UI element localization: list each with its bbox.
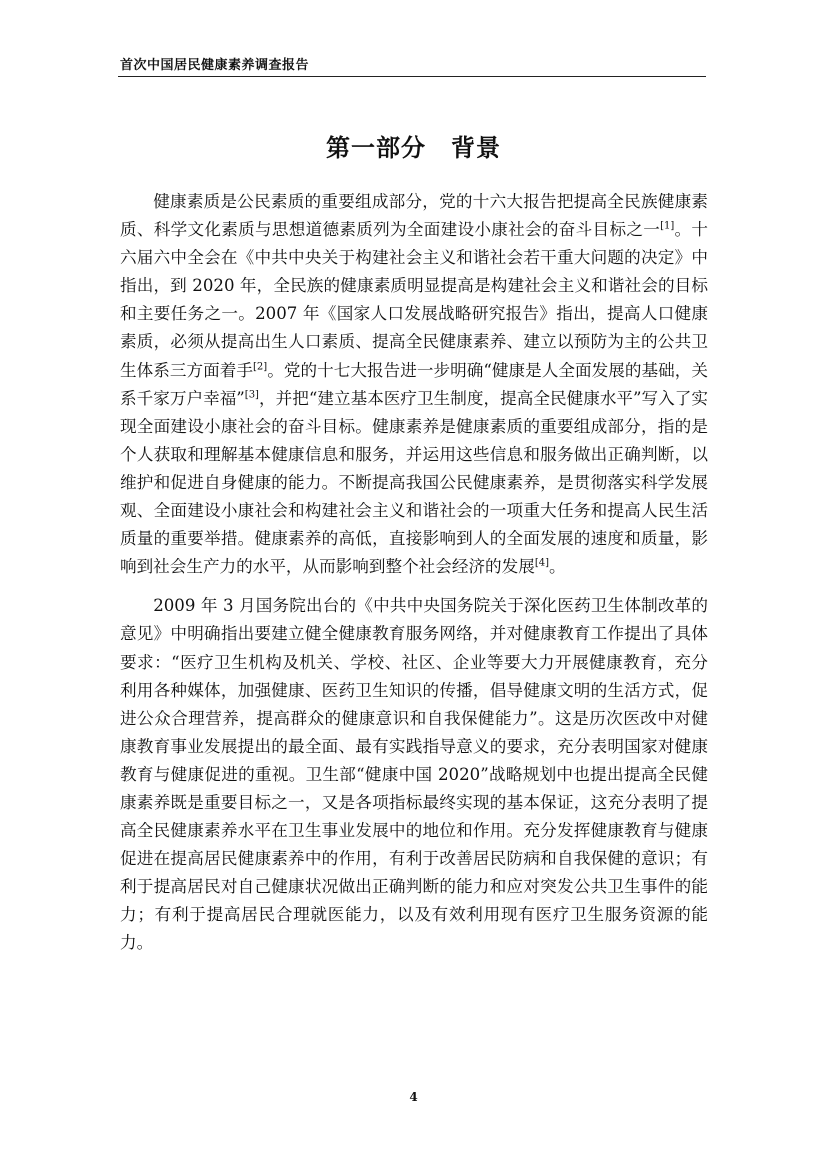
- paragraph-1: [120, 188, 708, 581]
- citation-3: [3]: [244, 389, 259, 401]
- paragraph-2: 2009 年 3 月国务院出台的《中共中央国务院关于深化医药卫生体制改革的意见》中明确指出要建立健全健康教育服务网络，并对健康教育工作提出了具体要求：“医疗卫生机构及机关、学校、社区、企业等要大力开展健康教育，充分利用各种媒体，加强健康、医药卫生知识的传播，倡导健康文明的生活方式，促进公众合理营养，提高群众的健康意识和自我保健能力”。这是历次医改中对健康教育事业发展提出的最全面、最有实践指导意义的要求，充分表明国家对健康教育与健康促进的重视。卫生部“健康中国 2020”战略规划中也提出提高全民健康素养既是重要目标之一，又是各项指标最终实现的基本保证，这充分表明了提高全民健康素养水平在卫生事业发展中的地位和作用。充分发挥健康教育与健康促进在提高居民健康素养中的作用，有利于改善居民防病和自我保健的意识；有利于提高居民对自己健康状况做出正确判断的能力和应对突发公共卫生事件的能力；有利于提高居民合理就医能力，以及有效利用现有医疗卫生服务资源的能力。: [120, 596, 708, 953]
- paragraph-1-segment: 健康素质是公民素质的重要组成部分，党的十六大报告把提高全民族健康素质、科学文化素质与思想道德素质列为全面建设小康社会的奋斗目标之一: [120, 192, 708, 240]
- body-text: [120, 188, 708, 958]
- paragraph-1-segment: 。: [549, 557, 566, 577]
- page-number: 4: [409, 1090, 418, 1104]
- paragraph-1-segment: 。十六届六中全会在《中共中央关于构建社会主义和谐社会若干重大问题的决定》中指出，到 2020 年，全民族的健康素质明显提高是构建社会主义和谐社会的目标和主要任务之一。2007 年《国家人口发展战略研究报告》指出，提高人口健康素质，必须从提高出生人口素质、提高全民健康素养、建立以预防为主的公共卫生体系三方面着手: [120, 220, 709, 380]
- paragraph-1-segment: 。党的十七大报告进一步明确“健康是人全面发展的基础，关系千家万户幸福”: [120, 360, 708, 408]
- running-header: 首次中国居民健康素养调查报告: [120, 58, 310, 73]
- citation-4: [4]: [534, 557, 550, 569]
- chapter-title: 第一部分 背景: [326, 134, 501, 162]
- paragraph-1-segment: ，并把“建立基本医疗卫生制度，提高全民健康水平”写入了实现全面建设小康社会的奋斗目标。健康素养是健康素质的重要组成部分，指的是个人获取和理解基本健康信息和服务，并运用这些信息和服务做出正确判断，以维护和促进自身健康的能力。不断提高我国公民健康素养，是贯彻落实科学发展观、全面建设小康社会和构建社会主义和谐社会的一项重大任务和提高人民生活质量的重要举措。健康素养的高低，直接影响到人的全面发展的速度和质量，影响到社会生产力的水平，从而影响到整个社会经济的发展: [120, 388, 708, 577]
- citation-2: [2]: [253, 361, 268, 373]
- header-rule: [118, 76, 706, 77]
- citation-1: [1]: [660, 220, 675, 232]
